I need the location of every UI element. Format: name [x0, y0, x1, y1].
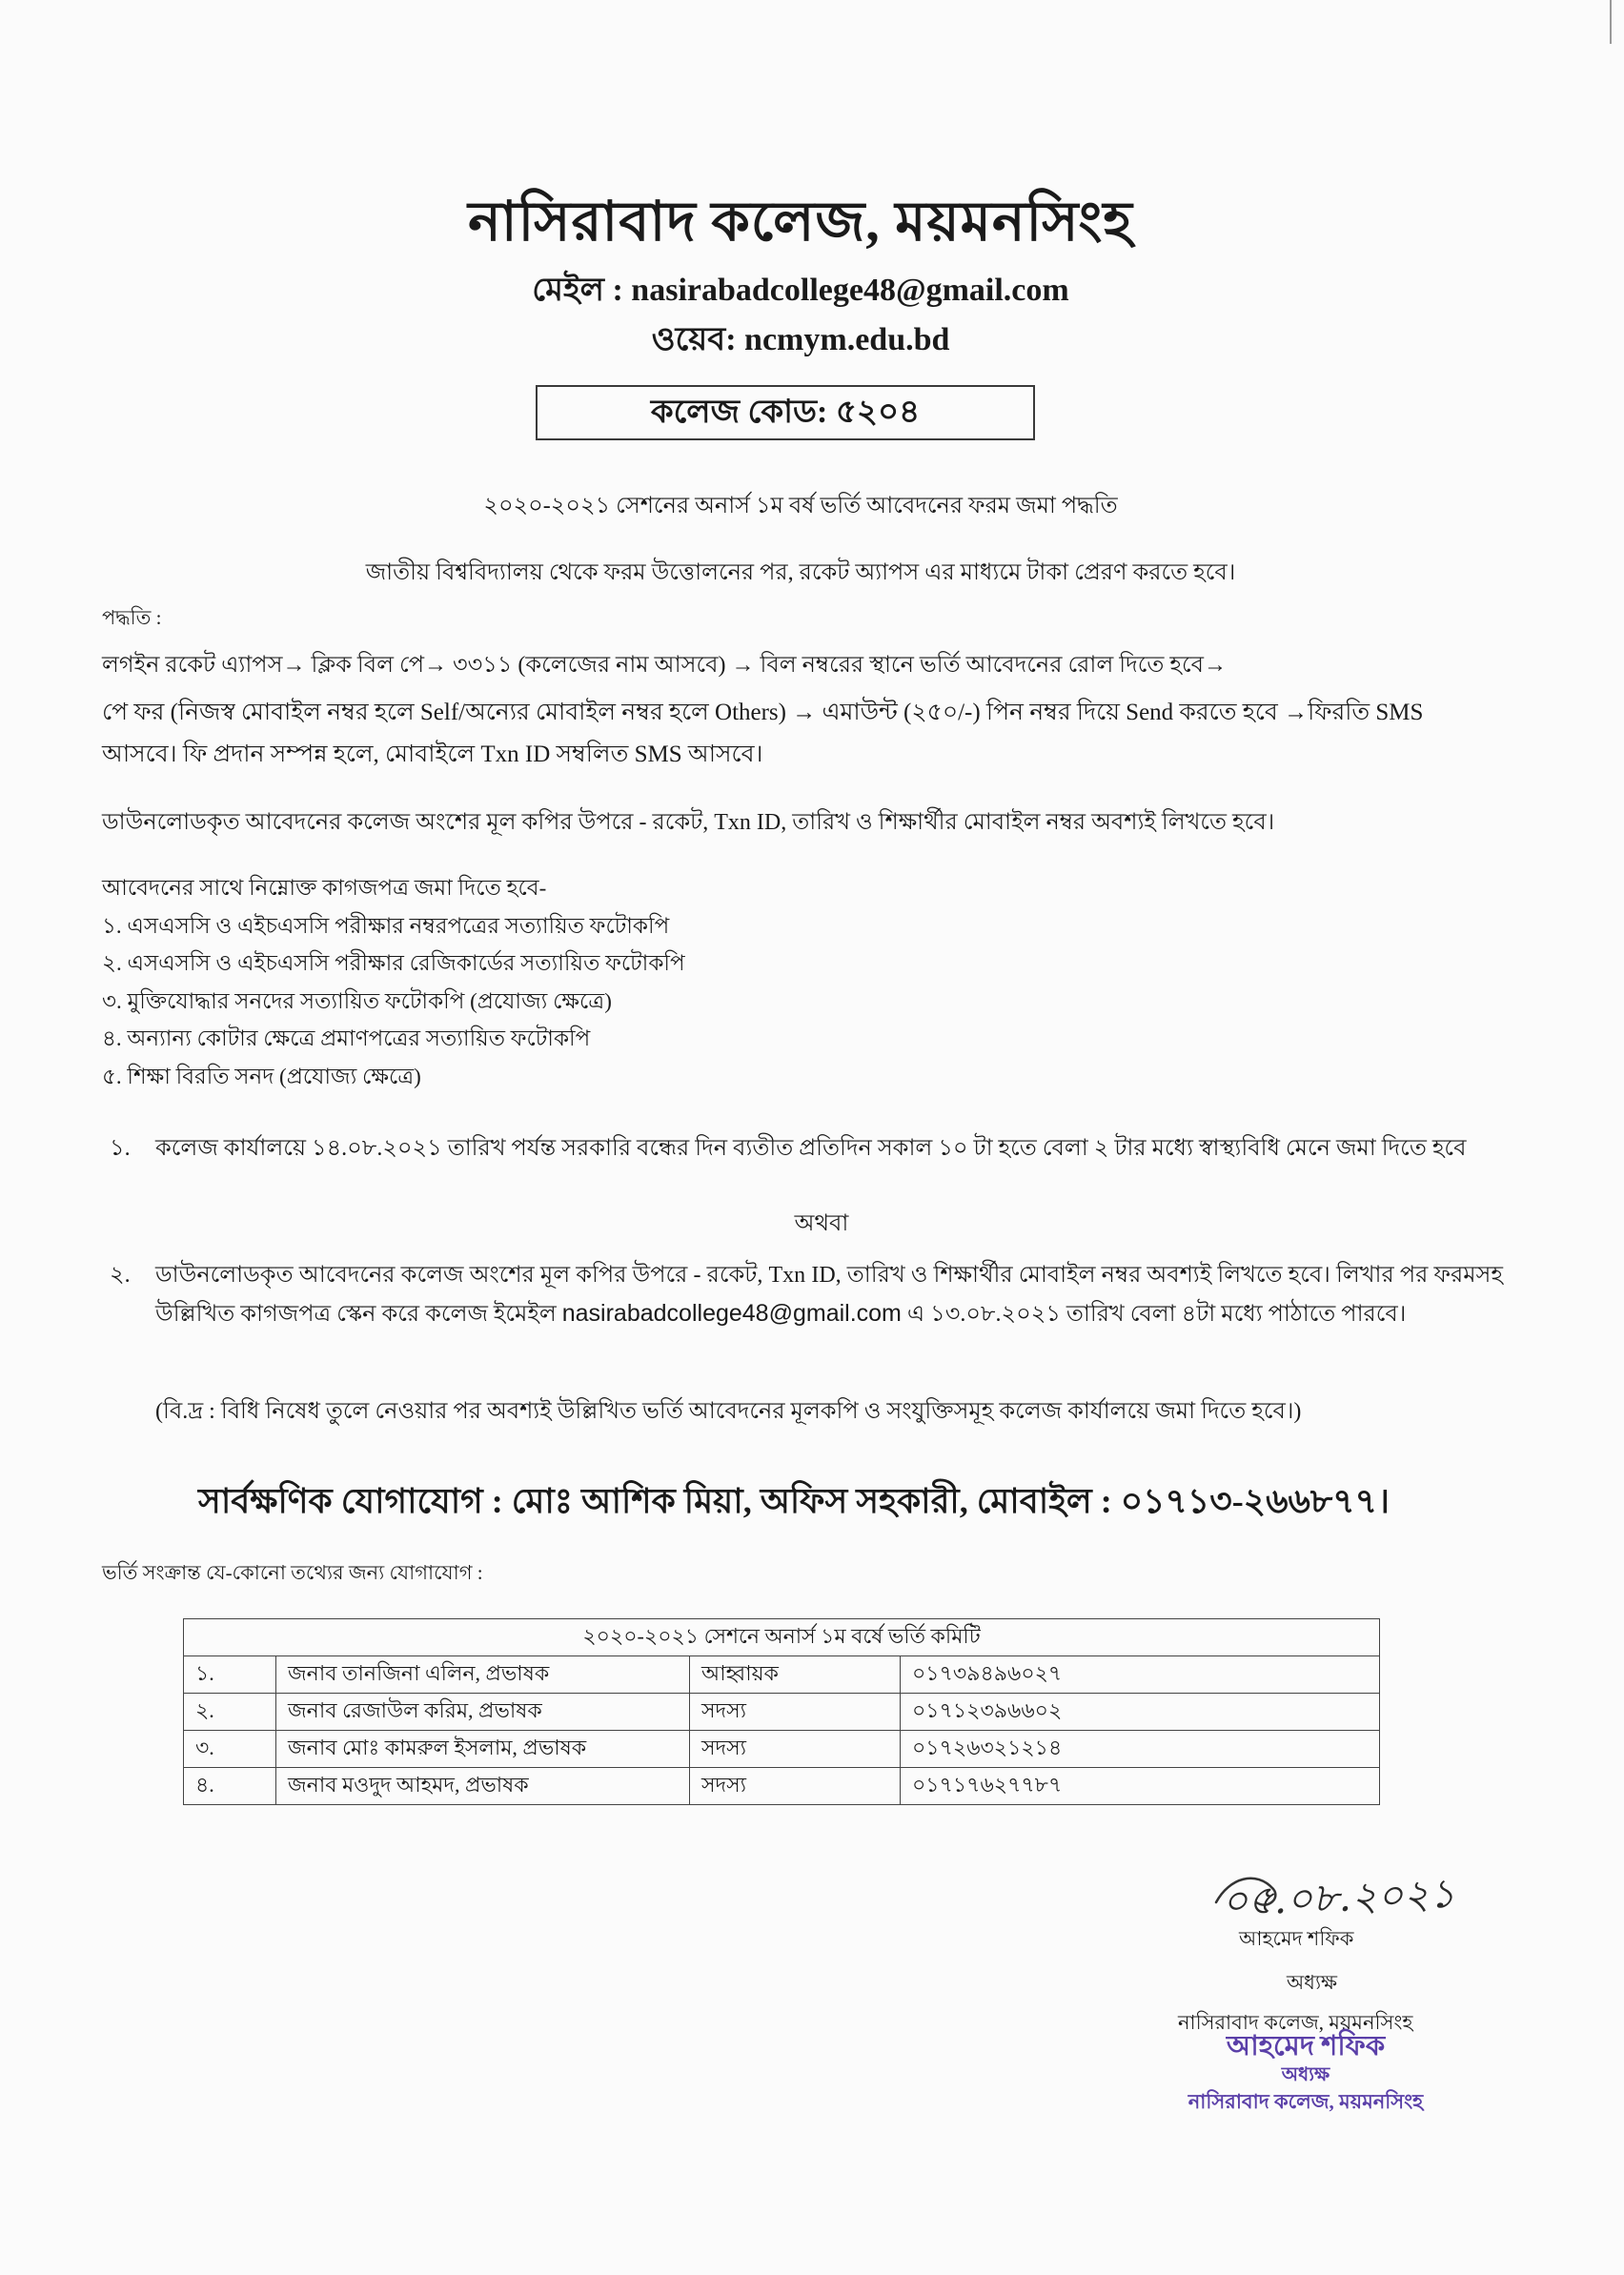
table-row: [184, 1656, 1380, 1694]
cell-mobile: ০১৭৩৯৪৯৬০২৭: [901, 1656, 1380, 1694]
option-text-after: এ ১৩.০৮.২০২১ তারিখ বেলা ৪টা মধ্যে পাঠাতে পারবে।: [901, 1302, 1407, 1327]
table-caption-row: [184, 1619, 1380, 1656]
table-row: [184, 1694, 1380, 1731]
cell-name: জনাব মোঃ কামরুল ইসলাম, প্রভাষক: [276, 1731, 690, 1768]
cell-serial: ২.: [184, 1694, 276, 1731]
required-documents-list: [102, 869, 1341, 1096]
contact-line: সার্বক্ষণিক যোগাযোগ : মোঃ আশিক মিয়া, অফিস সহকারী, মোবাইল : ০১৭১৩-২৬৬৮৭৭।: [198, 1482, 1390, 1520]
cell-name: জনাব রেজাউল করিম, প্রভাষক: [276, 1694, 690, 1731]
cell-serial: ৩.: [184, 1731, 276, 1768]
table-row: [184, 1768, 1380, 1805]
option-number: ২.: [110, 1263, 131, 1288]
download-note: ডাউনলোডকৃত আবেদনের কলেজ অংশের মূল কপির উপরে - রকেট, Txn ID, তারিখ ও শিক্ষার্থীর মোবাইল নম্বর অবশ্যই লিখতে হবে।: [102, 810, 1275, 835]
principal-seal-stamp: [1172, 2030, 1439, 2116]
cell-role: সদস্য: [690, 1768, 901, 1805]
option-text-before: ডাউনলোডকৃত আবেদনের কলেজ অংশের মূল কপির উপরে - রকেট, Txn ID, তারিখ ও শিক্ষার্থীর মোবাইল নম্বর অবশ্যই লিখতে হবে। লিখার পর ফরমসহ উল্লিখিত কাগজপত্র স্কেন করে কলেজ ইমেইল: [155, 1263, 1503, 1327]
special-note: (বি.দ্র : বিধি নিষেধ তুলে নেওয়ার পর অবশ্যই উল্লিখিত ভর্তি আবেদনের মূলকপি ও সংযুক্তিসমূহ কলেজ কার্যালয়ে জমা দিতে হবে।): [155, 1399, 1302, 1424]
signatory-designation: অধ্যক্ষ: [1287, 1971, 1338, 1994]
cell-role: সদস্য: [690, 1694, 901, 1731]
web-label: ওয়েব:: [651, 322, 737, 357]
cell-name: জনাব মওদুদ আহমদ, প্রভাষক: [276, 1768, 690, 1805]
stamp-designation: অধ্যক্ষ: [1281, 2064, 1330, 2085]
cell-mobile: ০১৭১৭৬২৭৭৮৭: [901, 1768, 1380, 1805]
college-mail-line: [0, 265, 1601, 319]
college-name-heading: নাসিরাবাদ কলেজ, ময়মনসিংহ: [468, 191, 1133, 253]
cell-role: আহ্বায়ক: [690, 1656, 901, 1694]
list-item: ৪. অন্যান্য কোটার ক্ষেত্রে প্রমাণপত্রের সত্যায়িত ফটোকপি: [102, 1026, 591, 1051]
admission-committee-table: [183, 1618, 1380, 1805]
list-item: ৫. শিক্ষা বিরতি সনদ (প্রযোজ্য ক্ষেত্রে): [102, 1064, 421, 1088]
notice-intro: জাতীয় বিশ্ববিদ্যালয় থেকে ফরম উত্তোলনের পর, রকেট অ্যাপস এর মাধ্যমে টাকা প্রেরণ করতে হবে।: [365, 560, 1236, 585]
query-contact-label: ভর্তি সংক্রান্ত যে-কোনো তথ্যের জন্য যোগাযোগ :: [102, 1561, 483, 1584]
scan-edge-mark: [1610, 0, 1612, 44]
method-label: পদ্ধতি :: [102, 606, 162, 629]
web-address: ncmym.edu.bd: [744, 322, 950, 357]
method-step-line-2: পে ফর (নিজস্ব মোবাইল নম্বর হলে Self/অন্যের মোবাইল নম্বর হলে Others) → এমাউন্ট (২৫০/-) পিন নম্বর দিয়ে Send করতে হবে →ফিরতি SMS আসবে। ফি প্রদান সম্পন্ন হলে, মোবাইলে Txn ID সম্বলিত SMS আসবে।: [102, 700, 1424, 767]
mail-label: মেইল :: [532, 273, 623, 308]
table-row: [184, 1731, 1380, 1768]
college-code: কলেজ কোড: ৫২০৪: [650, 395, 921, 430]
table-caption: ২০২০-২০২১ সেশনে অনার্স ১ম বর্ষে ভর্তি কমিটি: [184, 1619, 1380, 1656]
list-item: ২. এসএসসি ও এইচএসসি পরীক্ষার রেজিকার্ডের সত্যায়িত ফটোকপি: [102, 951, 685, 976]
cell-serial: ১.: [184, 1656, 276, 1694]
handwritten-signature-date: ০৫.০৮.২০২১: [1221, 1869, 1456, 1925]
list-item: ১. এসএসসি ও এইচএসসি পরীক্ষার নম্বরপত্রের সত্যায়িত ফটোকপি: [102, 913, 670, 938]
submission-option-2: [102, 1256, 1503, 1333]
college-web-line: [0, 315, 1601, 369]
option-number: ১.: [110, 1136, 131, 1161]
signatory-institution: নাসিরাবাদ কলেজ, ময়মনসিংহ: [1178, 2011, 1413, 2034]
cell-role: সদস্য: [690, 1731, 901, 1768]
signatory-name: আহমেদ শফিক: [1239, 1927, 1354, 1950]
list-item: ৩. মুক্তিযোদ্ধার সনদের সত্যায়িত ফটোকপি (প্রযোজ্য ক্ষেত্রে): [102, 988, 612, 1013]
notice-title: ২০২০-২০২১ সেশনের অনার্স ১ম বর্ষ ভর্তি আবেদনের ফরম জমা পদ্ধতি: [483, 494, 1118, 518]
cell-serial: ৪.: [184, 1768, 276, 1805]
option-text: [155, 1256, 1503, 1333]
method-step-line-1: লগইন রকেট এ্যাপস→ ক্লিক বিল পে→ ৩৩১১ (কলেজের নাম আসবে) → বিল নম্বরের স্থানে ভর্তি আবেদনের রোল দিতে হবে→: [102, 653, 1227, 678]
or-separator: অথবা: [794, 1211, 849, 1236]
option-text: কলেজ কার্যালয়ে ১৪.০৮.২০২১ তারিখ পর্যন্ত সরকারি বন্ধের দিন ব্যতীত প্রতিদিন সকাল ১০ টা হতে বেলা ২ টার মধ্যে স্বাস্থ্যবিধি মেনে জমা দিতে হবে: [155, 1136, 1467, 1161]
cell-mobile: ০১৭২৬৩২১২১৪: [901, 1731, 1380, 1768]
college-email-inline: nasirabadcollege48@gmail.com: [561, 1300, 902, 1327]
cell-mobile: ০১৭১২৩৯৬৬০২: [901, 1694, 1380, 1731]
college-code-box: [536, 385, 1035, 440]
stamp-name: আহমেদ শফিক: [1226, 2031, 1386, 2062]
mail-address: nasirabadcollege48@gmail.com: [631, 273, 1069, 308]
required-documents-heading: আবেদনের সাথে নিম্নোক্ত কাগজপত্র জমা দিতে হবে-: [102, 876, 547, 900]
submission-option-1: [102, 1130, 1503, 1167]
stamp-institution: নাসিরাবাদ কলেজ, ময়মনসিংহ: [1188, 2090, 1424, 2113]
cell-name: জনাব তানজিনা এলিন, প্রভাষক: [276, 1656, 690, 1694]
